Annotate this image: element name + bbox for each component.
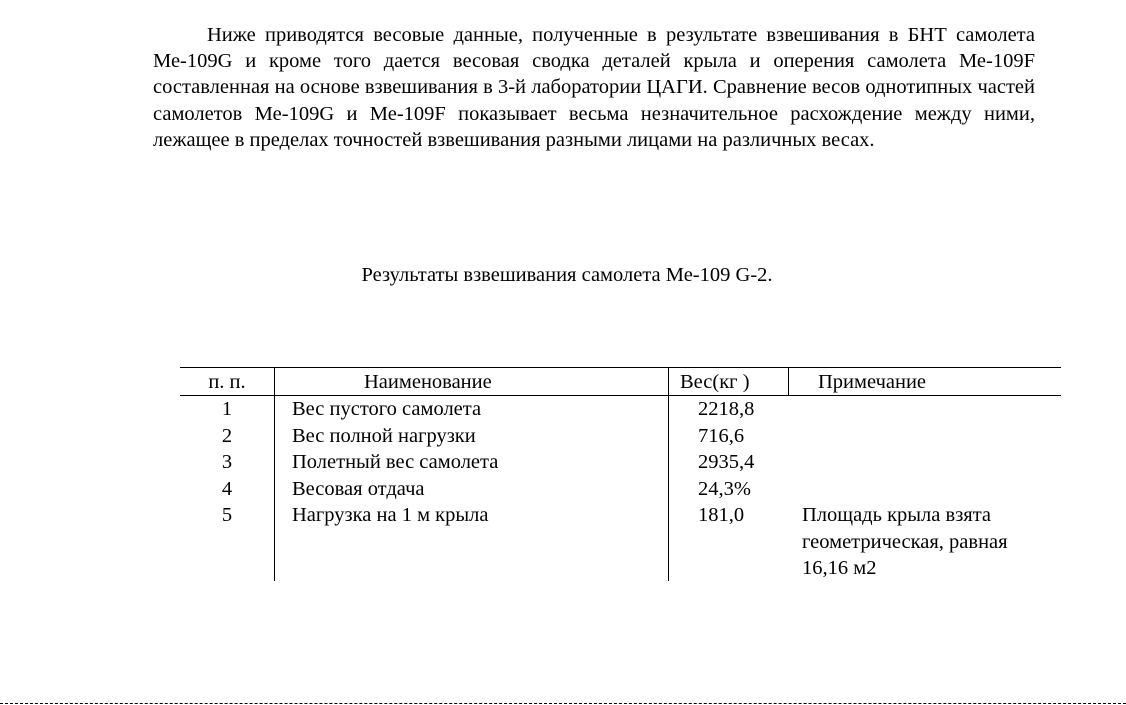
weights-table [180,367,1061,581]
row-4-num: 4 [221,477,233,500]
row-4-weight: 24,3% [698,477,751,500]
row-3-weight: 2935,4 [698,451,755,473]
row-5-weight: 181,0 [698,504,745,526]
row-3-num: 3 [221,451,233,473]
table-top-border [180,367,1061,368]
row-2-num: 2 [221,424,233,447]
row-3-name: Полетный вес самолета [292,451,499,473]
header-num: п. п. [208,371,246,393]
row-5-num: 5 [221,504,233,526]
row-4-name: Весовая отдача [292,477,425,500]
column-divider-2 [668,367,669,581]
row-5-name: Нагрузка на 1 м крыла [292,504,489,526]
table-title: Результаты взвешивания самолета Ме-109 G-2. [361,264,773,286]
column-divider-3 [788,367,789,395]
row-1-num: 1 [221,398,233,420]
page-edge-divider [0,703,1126,704]
column-divider-1 [274,367,275,581]
intro-paragraph: Ниже приводятся весовые данные, полученные в результате взвешивания в БНТ самолета Ме-109G и кроме того дается весовая сводка деталей крыла и оперения самолета Ме-109F составленная на основе взвешивания в 3-й лаборатории ЦАГИ. Сравнение весов однотипных частей самолетов Ме-109G и Ме-109F показывает весьма незначительное расхождение между ними, лежащее в пределах точностей взвешивания разными лицами на различных весах. [153,24,1035,151]
row-2-name: Вес полной нагрузки [292,424,476,447]
header-weight: Вес(кг ) [680,371,750,393]
header-name: Наименование [364,371,492,393]
row-1-weight: 2218,8 [698,398,755,420]
row-1-name: Вес пустого самолета [292,398,482,420]
header-note: Примечание [818,371,927,393]
row-5-note: Площадь крыла взята геометрическая, равная 16,16 м2 [802,504,1008,579]
row-2-weight: 716,6 [698,424,745,447]
